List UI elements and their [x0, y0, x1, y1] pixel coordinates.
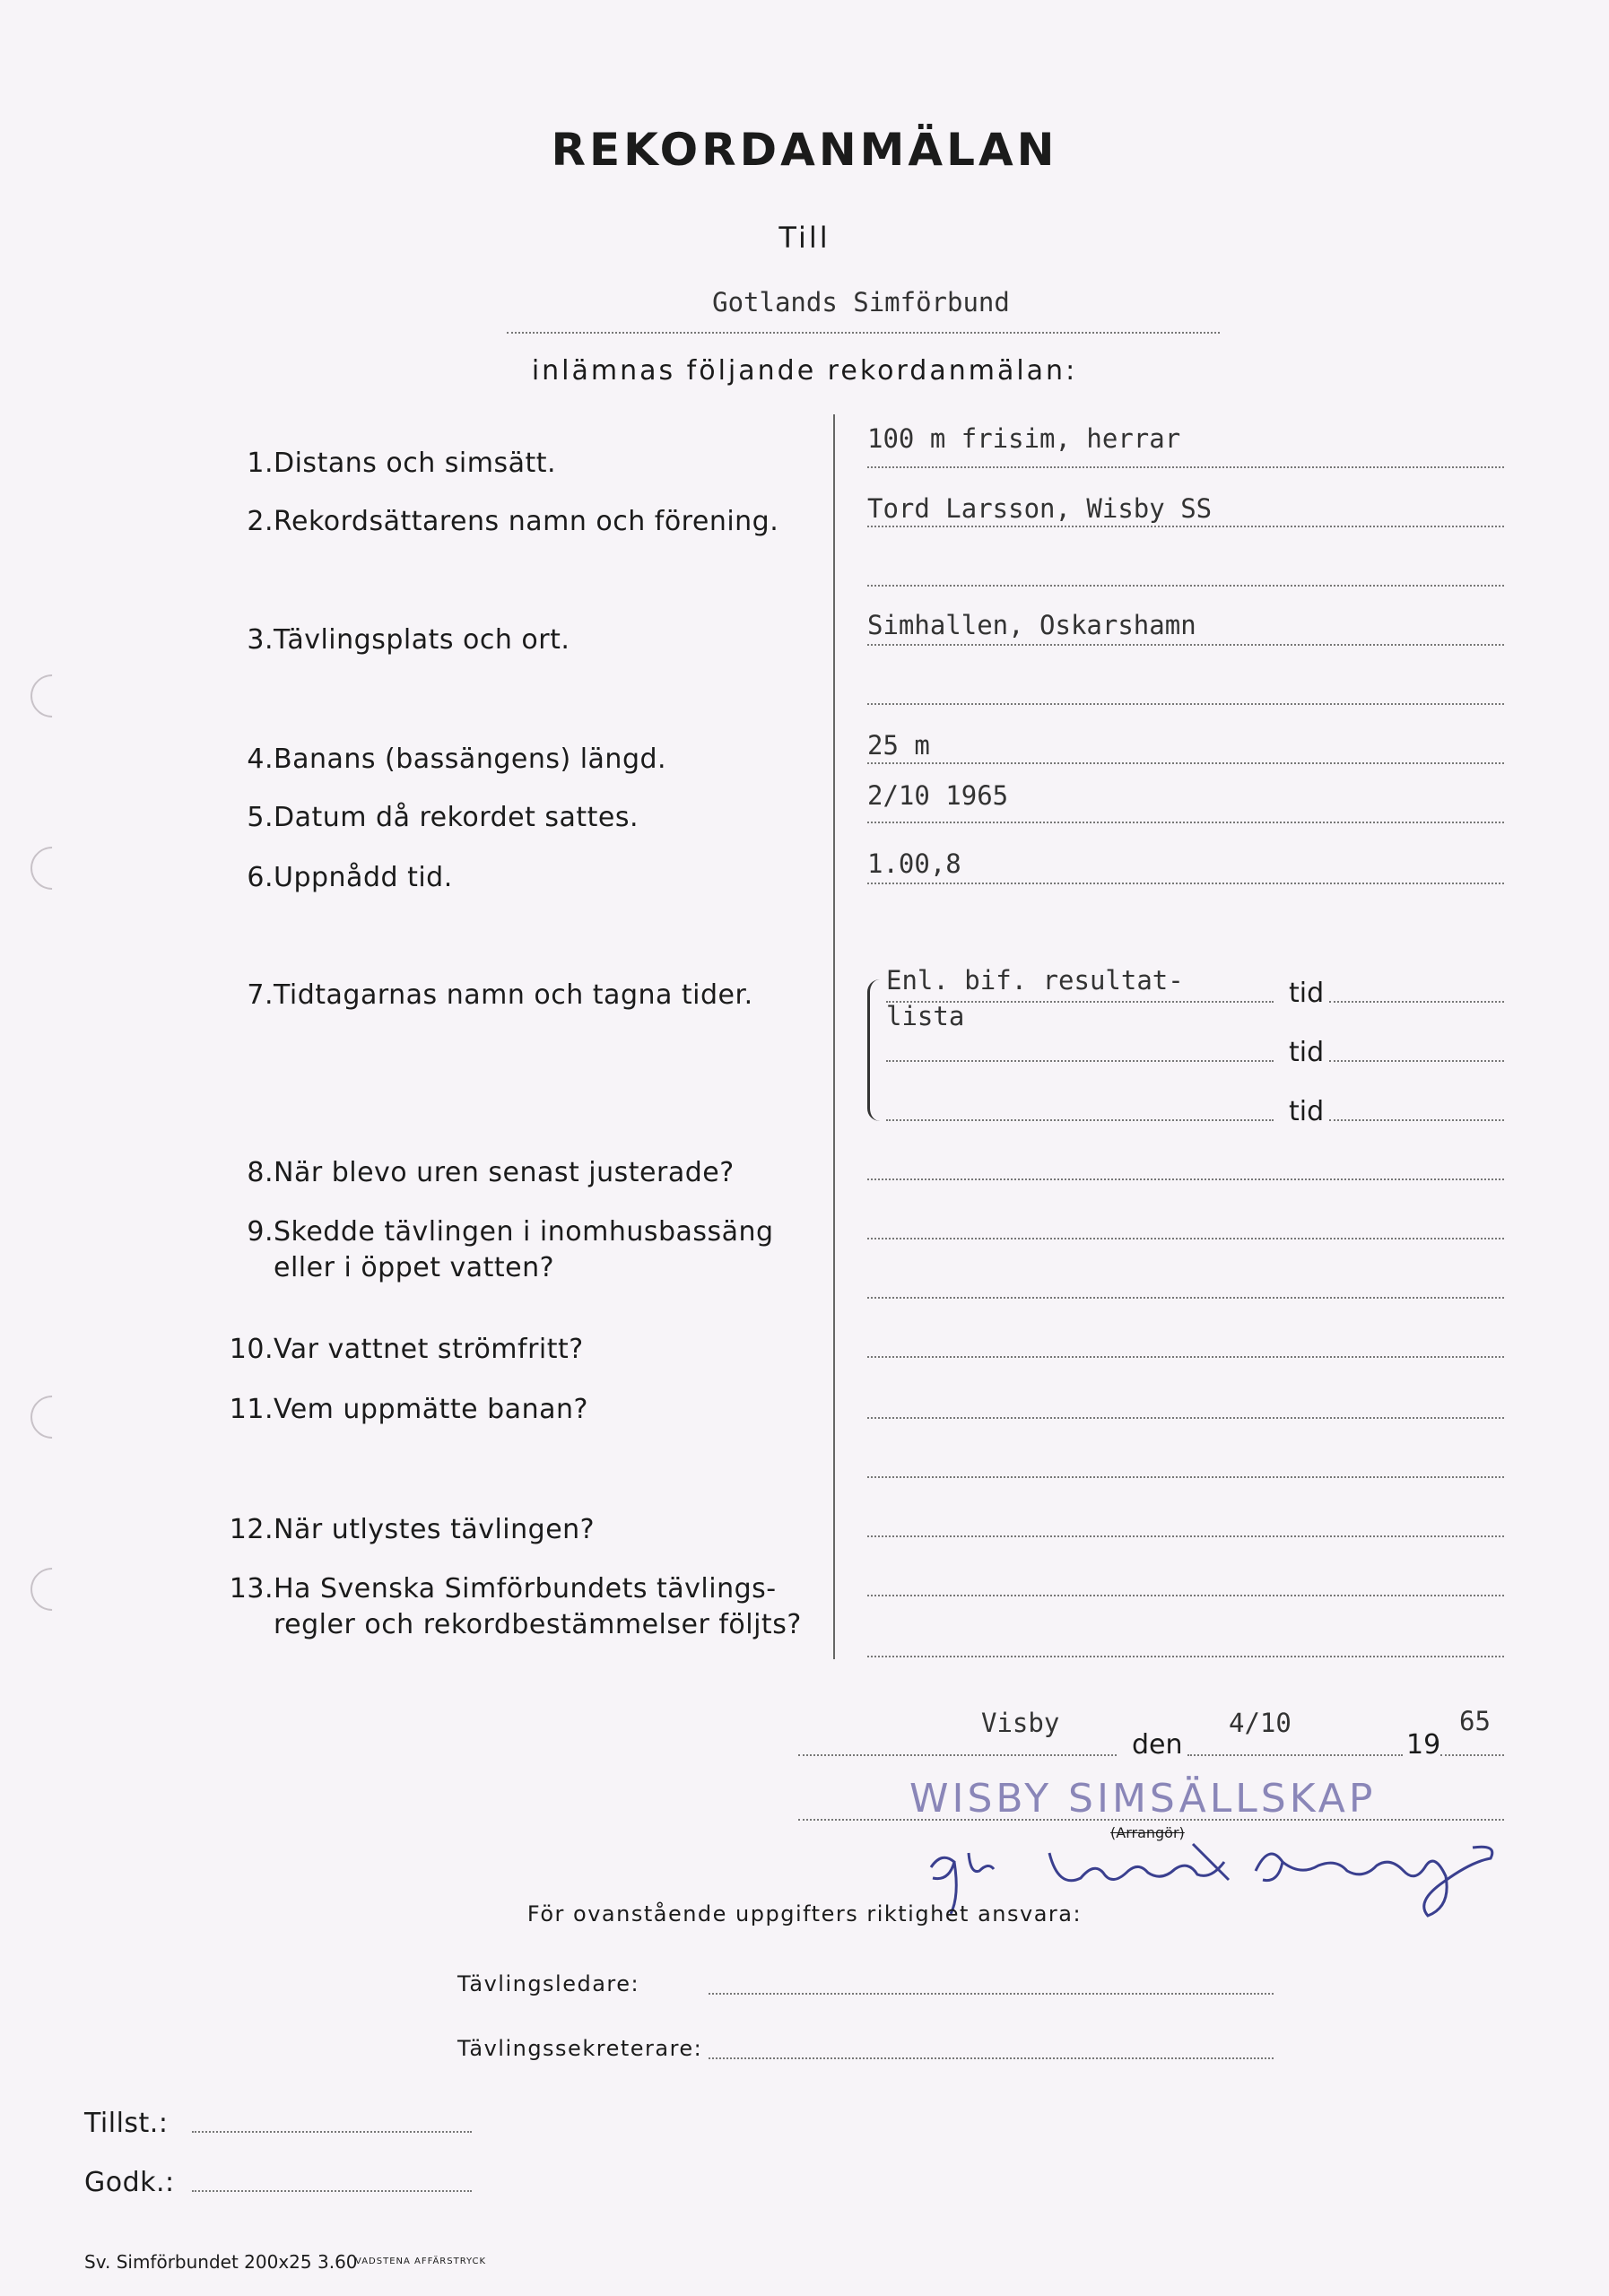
intro-text: inlämnas följande rekordanmälan: [531, 355, 1078, 387]
answer-record-date[interactable]: 2/10 1965 [867, 780, 1009, 811]
answer-line [867, 1178, 1504, 1180]
answer-venue[interactable]: Simhallen, Oskarshamn [867, 610, 1196, 640]
club-stamp: WISBY SIMSÄLLSKAP [909, 1776, 1377, 1822]
date-place[interactable]: Visby [981, 1708, 1060, 1738]
form-footer: Sv. Simförbundet 200x25 3.60 [84, 2251, 358, 2273]
answer-line [867, 644, 1504, 646]
question-3: 3. Tävlingsplats och ort. [247, 624, 570, 656]
brace [867, 979, 881, 1121]
answer-line [867, 883, 1504, 884]
answer-line [867, 585, 1504, 587]
date-year[interactable]: 65 [1459, 1706, 1491, 1736]
answer-line [867, 526, 1504, 527]
column-divider [833, 414, 835, 1659]
answer-time[interactable]: 1.00,8 [867, 848, 961, 879]
answer-pool-length[interactable]: 25 m [867, 730, 930, 761]
tavlingssekreterare-line[interactable] [709, 2057, 1274, 2059]
answer-record-holder[interactable]: Tord Larsson, Wisby SS [867, 493, 1213, 524]
godk-label: Godk.: [84, 2167, 175, 2198]
question-9: 9. Skedde tävlingen i inomhusbassäng [247, 1216, 774, 1248]
date-line [1187, 1754, 1403, 1756]
timekeeper-line [886, 1119, 1274, 1121]
form-title: REKORDANMÄLAN [551, 124, 1058, 176]
answer-line [867, 1595, 1504, 1596]
till-label: Till [778, 221, 831, 255]
answer-line [867, 1297, 1504, 1299]
answer-line [867, 1535, 1504, 1537]
answer-line [867, 1356, 1504, 1358]
question-13: 13. Ha Svenska Simförbundets tävlings- [229, 1573, 777, 1605]
question-10: 10. Var vattnet strömfritt? [229, 1334, 584, 1365]
answer-line [867, 1476, 1504, 1478]
tillst-line[interactable] [192, 2131, 472, 2133]
question-1: 1. Distans och simsätt. [247, 448, 557, 479]
question-6: 6. Uppnådd tid. [247, 862, 453, 893]
question-13-cont: regler och rekordbestämmelser följts? [274, 1609, 802, 1640]
tid-label: tid [1289, 1037, 1325, 1068]
answer-line [867, 1417, 1504, 1419]
answer-line [867, 703, 1504, 705]
place-line [798, 1754, 1117, 1756]
question-5: 5. Datum då rekordet sattes. [247, 802, 639, 833]
timekeeper-line [886, 1060, 1274, 1062]
answer-line [867, 1238, 1504, 1239]
answer-timekeepers-2[interactable]: lista [886, 1001, 965, 1031]
answer-distance[interactable]: 100 m frisim, herrar [867, 423, 1181, 454]
question-7: 7. Tidtagarnas namn och tagna tider. [247, 979, 753, 1011]
tavlingsledare-line[interactable] [709, 1993, 1274, 1995]
tid-label: tid [1289, 978, 1325, 1009]
punch-hole [22, 838, 83, 899]
recipient-line [507, 332, 1220, 334]
tillst-label: Tillst.: [84, 2108, 169, 2139]
question-2: 2. Rekordsättarens namn och förening. [247, 506, 779, 537]
timekeeper-line [886, 1001, 1274, 1003]
punch-hole [22, 665, 83, 726]
question-4: 4. Banans (bassängens) längd. [247, 744, 667, 775]
godk-line[interactable] [192, 2190, 472, 2192]
tavlingssekreterare-label: Tävlingssekreterare: [457, 2036, 703, 2061]
question-11: 11. Vem uppmätte banan? [229, 1394, 588, 1425]
tid-line [1329, 1001, 1504, 1003]
responsibility-text: För ovanstående uppgifters riktighet ansvara: [526, 1901, 1083, 1926]
answer-line [867, 822, 1504, 823]
year-line [1440, 1754, 1504, 1756]
tid-line [1329, 1060, 1504, 1062]
question-12: 12. När utlystes tävlingen? [229, 1514, 596, 1545]
recipient-field[interactable]: Gotlands Simförbund [712, 287, 1010, 317]
den-label: den [1132, 1729, 1183, 1761]
printer-credit: VADSTENA AFFÄRSTRYCK [355, 2257, 487, 2266]
tid-label: tid [1289, 1096, 1325, 1127]
answer-line [867, 466, 1504, 468]
answer-line [867, 1656, 1504, 1657]
question-8: 8. När blevo uren senast justerade? [247, 1157, 735, 1188]
arrangor-label: (Arrangör) [1110, 1824, 1185, 1841]
answer-line [867, 762, 1504, 764]
tid-line [1329, 1119, 1504, 1121]
century-label: 19 [1406, 1729, 1441, 1761]
question-9-cont: eller i öppet vatten? [274, 1252, 555, 1283]
date-day-month[interactable]: 4/10 [1229, 1708, 1292, 1738]
answer-timekeepers-1[interactable]: Enl. bif. resultat- [886, 965, 1184, 996]
arrangor-line [798, 1819, 1504, 1821]
tavlingsledare-label: Tävlingsledare: [457, 1971, 640, 1996]
punch-hole [22, 1387, 83, 1448]
punch-hole [22, 1559, 83, 1620]
